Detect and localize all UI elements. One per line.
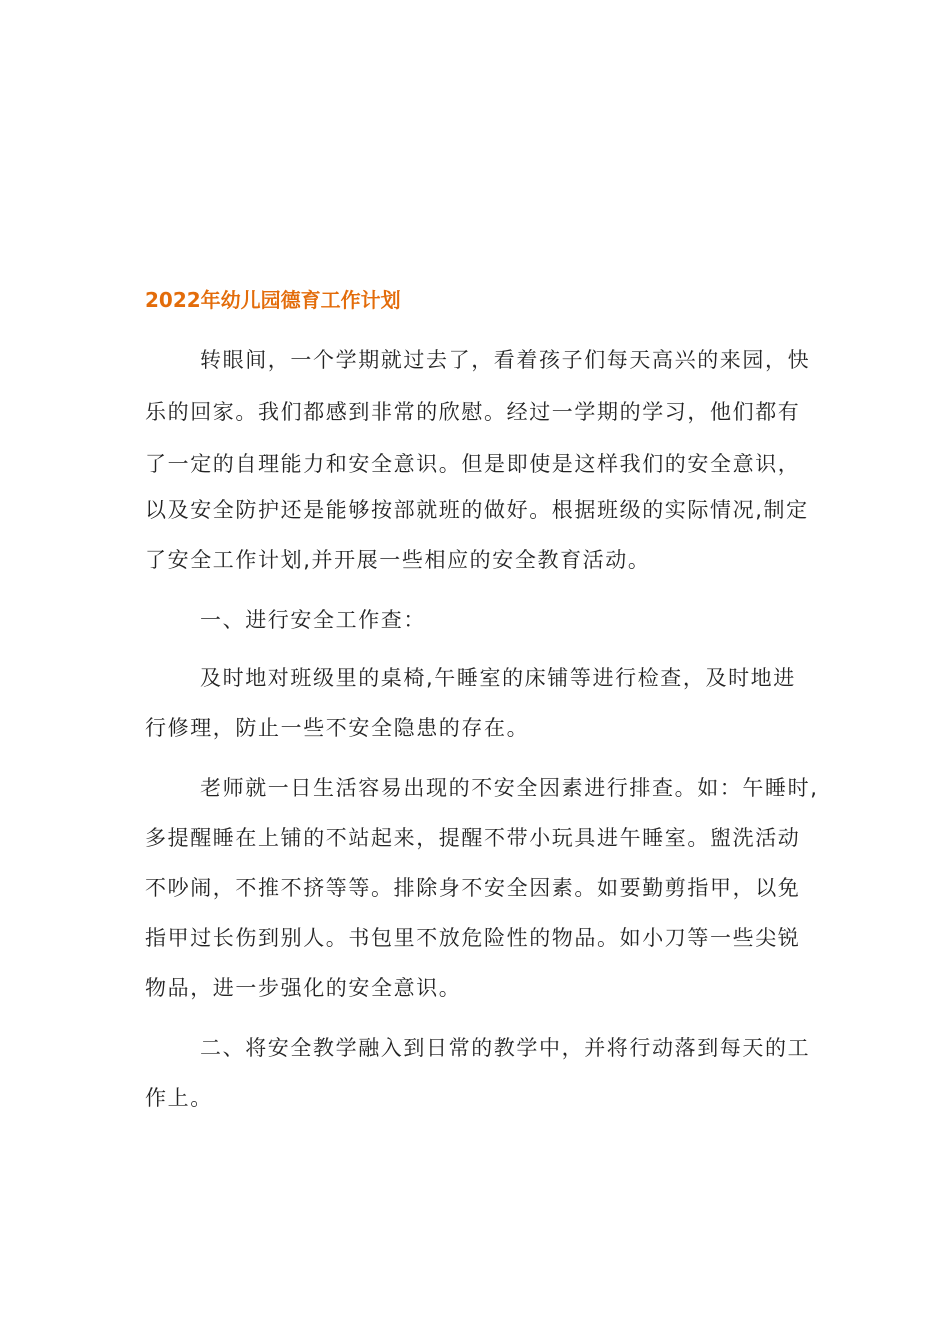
paragraph-line: 转眼间，一个学期就过去了，看着孩子们每天高兴的来园，快: [200, 348, 811, 372]
paragraph-line: 了一定的自理能力和安全意识。但是即使是这样我们的安全意识，: [145, 452, 801, 476]
paragraph-line: 作上。: [145, 1086, 213, 1110]
paragraph-line: 及时地对班级里的桌椅,午睡室的床铺等进行检查，及时地进: [200, 666, 796, 690]
paragraph-line: 物品，进一步强化的安全意识。: [145, 976, 462, 1000]
paragraph-line: 老师就一日生活容易出现的不安全因素进行排查。如：午睡时,: [200, 776, 819, 800]
paragraph-line: 多提醒睡在上铺的不站起来，提醒不带小玩具进午睡室。盥洗活动: [145, 826, 801, 850]
section-heading: 一、进行安全工作查：: [200, 608, 426, 632]
section-heading: 二、将安全教学融入到日常的教学中，并将行动落到每天的工: [200, 1036, 811, 1060]
paragraph-line: 以及安全防护还是能够按部就班的做好。根据班级的实际情况,制定: [145, 498, 809, 522]
paragraph-line: 乐的回家。我们都感到非常的欣慰。经过一学期的学习，他们都有: [145, 400, 801, 424]
paragraph-line: 指甲过长伤到别人。书包里不放危险性的物品。如小刀等一些尖锐: [145, 926, 801, 950]
document-title: 2022年幼儿园德育工作计划: [145, 288, 401, 312]
paragraph-line: 不吵闹，不推不挤等等。排除身不安全因素。如要勤剪指甲，以免: [145, 876, 801, 900]
paragraph-line: 了安全工作计划,并开展一些相应的安全教育活动。: [145, 548, 651, 572]
paragraph-line: 行修理，防止一些不安全隐患的存在。: [145, 716, 530, 740]
